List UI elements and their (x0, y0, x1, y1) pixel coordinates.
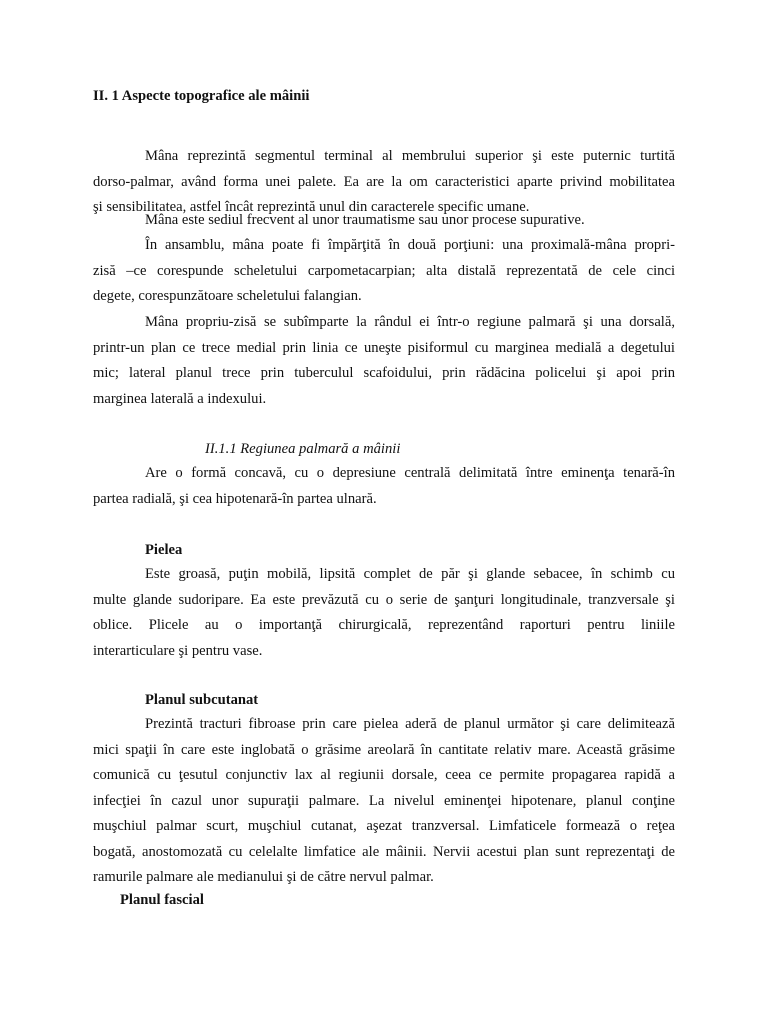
text-line: degete, corespunzătoare scheletului falangian. (93, 288, 362, 304)
text-line: mici spaţii în care este inglobată o grăsime areolară în cantitate relativ mare. Această grăsime (93, 741, 675, 758)
text-line: printr-un plan ce trece medial prin linia ce uneşte pisiformul cu marginea medială a degetului (93, 339, 675, 356)
paragraph-pielea (93, 562, 675, 664)
paragraph-forma-concava (93, 461, 675, 512)
section-heading: II. 1 Aspecte topografice ale mâinii (93, 88, 310, 104)
text-line: bogată, anostomozată cu celelalte limfatice ale mâinii. Nervii acestui plan sunt reprezentaţi de (93, 843, 675, 860)
text-line: interarticulare şi pentru vase. (93, 642, 263, 659)
paragraph-mana-propriu-zisa (93, 310, 675, 412)
text-line: Mâna reprezintă segmentul terminal al membrului superior şi este puternic turtită (145, 148, 675, 164)
text-line: Prezintă tracturi fibroase prin care pielea aderă de planul următor şi care delimitează (145, 716, 675, 732)
text-line: zisă –ce corespunde scheletului carpometacarpian; alta distală reprezentată de cele cinci (93, 262, 675, 279)
text-line: Mâna este sediul frecvent al unor traumatisme sau unor procese supurative. (145, 212, 585, 228)
text-line: muşchiul palmar scurt, muşchiul cutanat, aşezat tranzversal. Limfaticele formează o reţea (93, 818, 675, 834)
text-line: infecţiei în cazul unor supuraţii palmare. La nivelul eminenţei hipotenare, planul conţine (93, 792, 675, 809)
text-line: multe glande sudoripare. Ea este prevăzută cu o serie de şanţuri longitudinale, tranzversale şi (93, 591, 675, 608)
paragraph-traumatisme (93, 208, 675, 234)
text-line: comunică cu ţesutul conjunctiv lax al regiunii dorsale, ceea ce permite propagarea rapidă a (93, 767, 675, 783)
subcutanat-title: Planul subcutanat (145, 692, 259, 708)
text-line: şi sensibilitatea, astfel încât reprezintă unul din caracterele specific umane. (93, 199, 530, 215)
paragraph-subcutanat (93, 712, 675, 891)
text-line: Este groasă, puţin mobilă, lipsită complet de păr şi glande sebacee, în schimb cu (145, 566, 675, 582)
text-line: oblice. Plicele au o importanţă chirurgicală, reprezentând raporturi pentru liniile (93, 617, 675, 633)
text-line: partea radială, şi cea hipotenară-în partea ulnară. (93, 490, 377, 507)
text-line: marginea laterală a indexului. (93, 390, 267, 407)
text-line: ramurile palmare ale medianului şi de către nervul palmar. (93, 869, 434, 885)
text-line: mic; lateral planul trece prin tuberculul scafoidului, prin rădăcina policelui şi apoi prin (93, 365, 675, 381)
text-line: dorso-palmar, având forma unei palete. Ea are la om caracteristici aparte privind mobilitatea (93, 173, 675, 190)
text-line: Are o formă concavă, cu o depresiune centrală delimitată între eminenţa tenară-în (145, 465, 675, 481)
subsection-title: II.1.1 Regiunea palmară a mâinii (205, 441, 401, 457)
paragraph-ansamblu (93, 233, 675, 310)
fascial-title: Planul fascial (120, 892, 204, 908)
text-line: În ansamblu, mâna poate fi împărţită în două porţiuni: una proximală-mâna propri- (145, 237, 675, 253)
pielea-title: Pielea (145, 542, 183, 558)
text-line: Mâna propriu-zisă se subîmparte la rândul ei într-o regiune palmară şi una dorsală, (145, 314, 675, 330)
